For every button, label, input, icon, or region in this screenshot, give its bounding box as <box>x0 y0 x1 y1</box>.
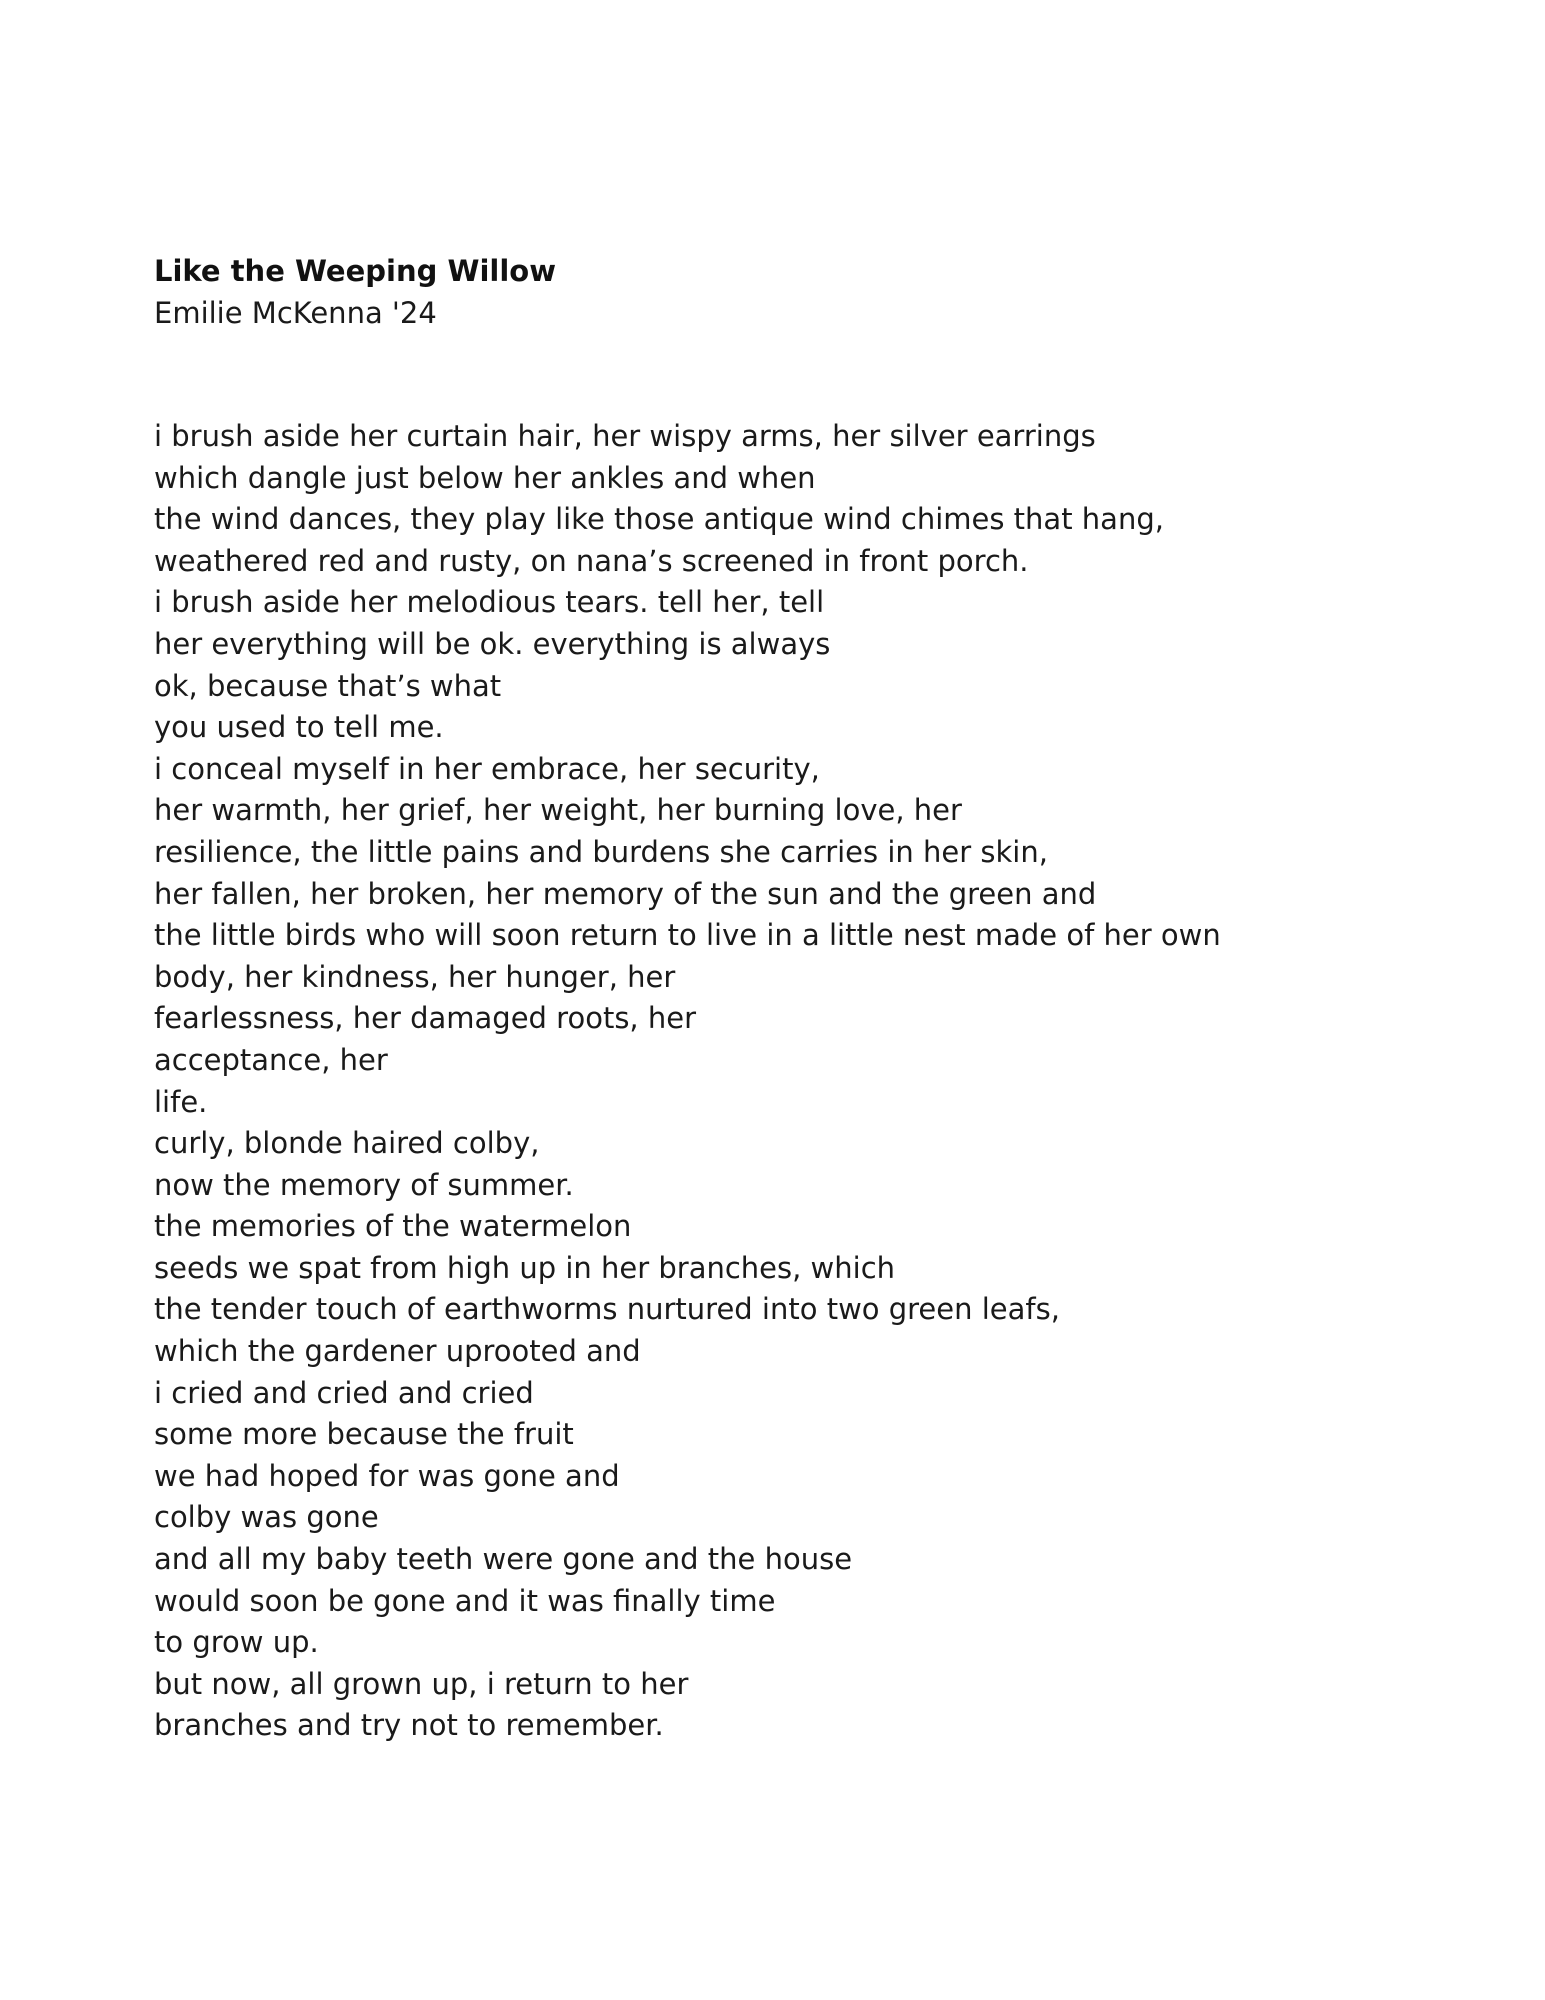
poem-line: her everything will be ok. everything is always <box>154 626 831 661</box>
poem-title: Like the Weeping Willow <box>154 254 556 288</box>
poem-line: acceptance, her <box>154 1042 388 1077</box>
poem-line: which the gardener uprooted and <box>154 1334 641 1369</box>
poem-line: seeds we spat from high up in her branches, which <box>154 1250 896 1285</box>
poem-line: colby was gone <box>154 1500 379 1535</box>
poem-line: body, her kindness, her hunger, her <box>154 959 676 994</box>
poem-line: curly, blonde haired colby, <box>154 1126 540 1161</box>
poem-line: to grow up. <box>154 1625 319 1660</box>
poem-line: some more because the fruit <box>154 1417 574 1452</box>
poem-line: i brush aside her curtain hair, her wispy arms, her silver earrings <box>154 419 1096 453</box>
poem-line: her warmth, her grief, her weight, her burning love, her <box>154 793 962 828</box>
poem-line: life. <box>154 1084 208 1119</box>
poem-line: fearlessness, her damaged roots, her <box>154 1001 697 1036</box>
poem-line: i conceal myself in her embrace, her security, <box>154 751 820 786</box>
poem-line: i brush aside her melodious tears. tell her, tell <box>154 585 825 620</box>
poem-line: weathered red and rusty, on nana’s screened in front porch. <box>154 543 1029 578</box>
poem-body <box>154 416 1221 1747</box>
poem-line: you used to tell me. <box>154 710 444 745</box>
poem-line: would soon be gone and it was finally time <box>154 1583 776 1618</box>
poem-line: now the memory of summer. <box>154 1167 574 1202</box>
poem-line: which dangle just below her ankles and when <box>154 460 816 495</box>
poem-line: ok, because that’s what <box>154 668 502 703</box>
poem-line: the tender touch of earthworms nurtured into two green leafs, <box>154 1292 1060 1327</box>
poem-line: i cried and cried and cried <box>154 1375 534 1410</box>
poem-line: but now, all grown up, i return to her <box>154 1666 689 1701</box>
poem-line: branches and try not to remember. <box>154 1708 664 1743</box>
poem-line: resilience, the little pains and burdens she carries in her skin, <box>154 834 1048 869</box>
poem-line: and all my baby teeth were gone and the house <box>154 1542 853 1577</box>
poem-line: her fallen, her broken, her memory of the sun and the green and <box>154 876 1097 911</box>
poem-line: we had hoped for was gone and <box>154 1458 620 1493</box>
poem-line: the little birds who will soon return to live in a little nest made of her own <box>154 918 1221 953</box>
poem-line: the wind dances, they play like those antique wind chimes that hang, <box>154 502 1164 537</box>
poem-line: the memories of the watermelon <box>154 1209 632 1244</box>
poem-author: Emilie McKenna '24 <box>154 296 437 330</box>
